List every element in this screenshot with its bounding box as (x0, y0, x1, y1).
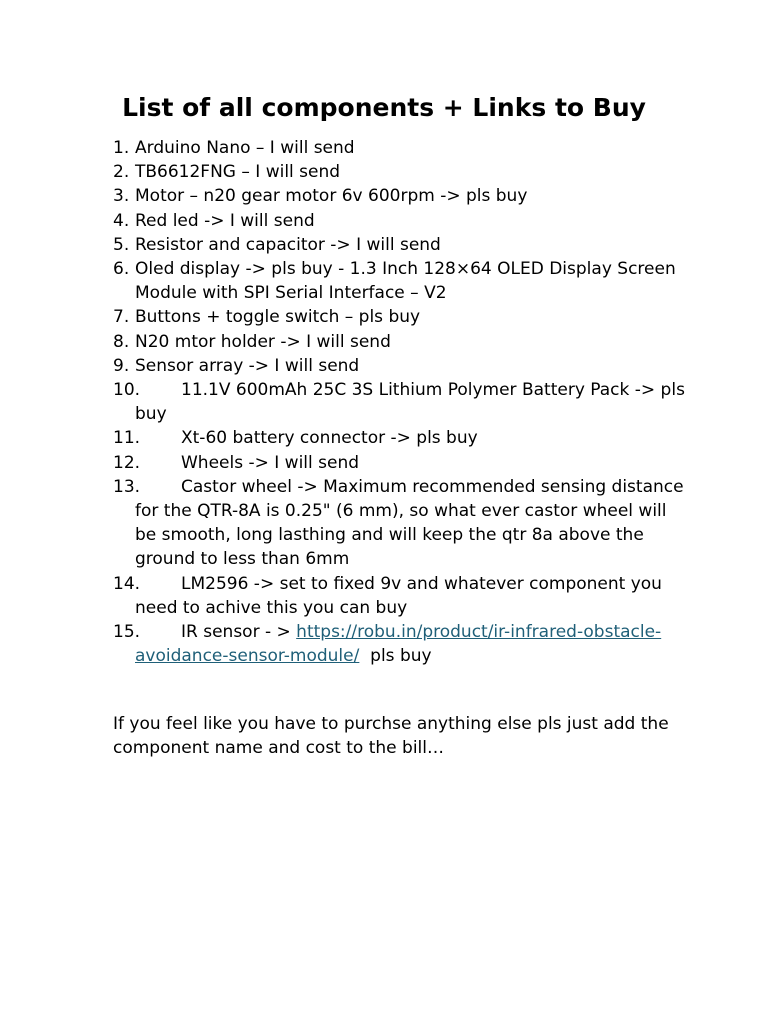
list-item (113, 475, 688, 572)
list-item (113, 620, 688, 668)
item-number: 15. (113, 622, 141, 643)
item-text: Xt-60 battery connector -> pls buy (181, 428, 478, 449)
item-number: 12. (113, 452, 141, 473)
item-text: Oled display -> pls buy - 1.3 Inch 128×64 OLED Display Screen Module with SPI Serial Interface – V2 (135, 259, 676, 304)
list-item (113, 305, 688, 329)
item-number: 6. (113, 259, 130, 280)
list-item (113, 184, 688, 208)
list-item (113, 426, 688, 450)
item-number: 13. (113, 476, 141, 497)
item-number: 7. (113, 307, 130, 328)
list-item (113, 209, 688, 233)
closing-note: If you feel like you have to purchse anything else pls just add the component name and cost to the bill… (113, 714, 669, 759)
ir-sensor-link[interactable]: https://robu.in/product/ir-infrared-obstacle-avoidance-sensor-module/ (135, 622, 662, 667)
item-text: Wheels -> I will send (181, 452, 360, 473)
item-text-prefix: IR sensor - > (181, 622, 297, 643)
item-text: Buttons + toggle switch – pls buy (135, 307, 421, 328)
list-item (113, 378, 688, 426)
list-item (113, 136, 688, 160)
item-number: 14. (113, 573, 141, 594)
item-text: 11.1V 600mAh 25C 3S Lithium Polymer Battery Pack -> pls buy (135, 380, 685, 425)
item-number: 4. (113, 210, 130, 231)
item-text: Resistor and capacitor -> I will send (135, 234, 441, 255)
item-number: 9. (113, 355, 130, 376)
item-number: 1. (113, 138, 130, 158)
item-number: 5. (113, 234, 130, 255)
item-text-suffix: pls buy (359, 646, 432, 667)
item-text: Motor – n20 gear motor 6v 600rpm -> pls buy (135, 186, 528, 207)
item-text: Arduino Nano – I will send (135, 138, 355, 158)
list-item (113, 160, 688, 184)
item-number: 8. (113, 331, 130, 352)
item-number: 2. (113, 162, 130, 183)
item-text: Red led -> I will send (135, 210, 315, 231)
item-text: Sensor array -> I will send (135, 355, 360, 376)
item-number: 11. (113, 428, 141, 449)
list-item (113, 257, 688, 305)
list-item (113, 330, 688, 354)
item-text: LM2596 -> set to fixed 9v and whatever component you need to achive this you can buy (135, 573, 662, 618)
list-item (113, 451, 688, 475)
list-item (113, 354, 688, 378)
item-text: Castor wheel -> Maximum recommended sensing distance for the QTR-8A is 0.25" (6 mm), so what ever castor wheel will be smooth, long lasthing and will keep the qtr 8a above the ground to less than 6mm (135, 476, 684, 570)
item-number: 10. (113, 380, 141, 401)
list-item (113, 233, 688, 257)
item-text: TB6612FNG – I will send (135, 162, 341, 183)
components-list (113, 136, 688, 668)
item-text: N20 mtor holder -> I will send (135, 331, 391, 352)
item-number: 3. (113, 186, 130, 207)
document-title: List of all components + Links to Buy (122, 93, 646, 122)
list-item (113, 572, 688, 620)
